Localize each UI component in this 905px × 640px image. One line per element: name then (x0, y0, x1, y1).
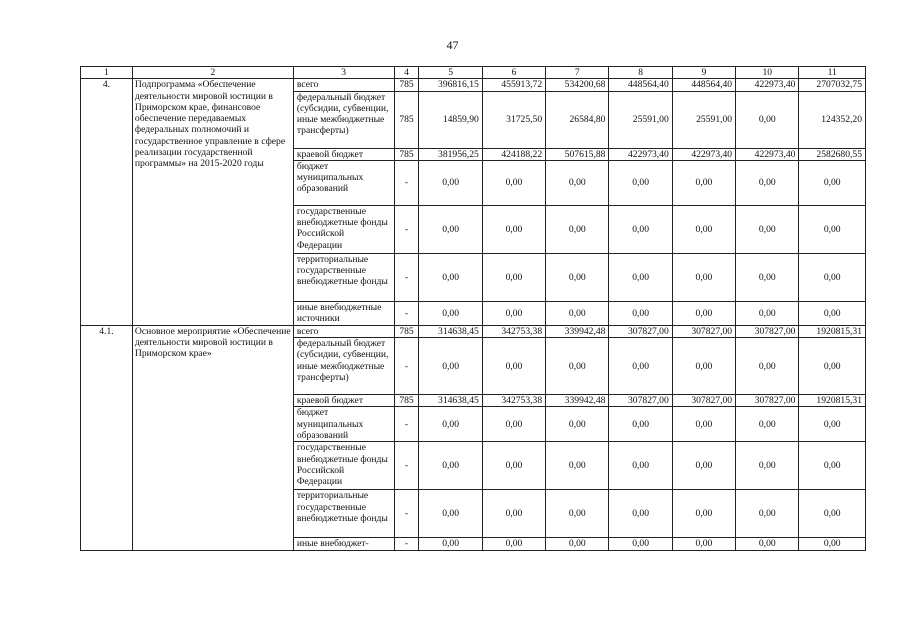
amount-cell: 0,00 (736, 91, 799, 148)
funding-source: всего (293, 325, 394, 337)
amount-cell: 0,00 (546, 301, 609, 325)
amount-cell: 307827,00 (736, 325, 799, 337)
amount-cell: 25591,00 (672, 91, 735, 148)
amount-cell: 0,00 (736, 407, 799, 442)
amount-cell: 0,00 (609, 301, 672, 325)
amount-cell: 0,00 (546, 442, 609, 490)
amount-cell: 0,00 (799, 490, 866, 538)
amount-cell: 0,00 (672, 338, 735, 395)
budget-code: - (394, 407, 419, 442)
amount-cell: 422973,40 (672, 148, 735, 160)
amount-cell: 0,00 (419, 407, 482, 442)
amount-cell: 0,00 (419, 205, 482, 253)
funding-source: федеральный бюджет (субсидии, субвенции, иные межбюджетные трансферты) (293, 338, 394, 395)
amount-cell: 307827,00 (609, 395, 672, 407)
amount-cell: 0,00 (609, 160, 672, 205)
amount-cell: 0,00 (799, 442, 866, 490)
amount-cell: 307827,00 (736, 395, 799, 407)
amount-cell: 0,00 (736, 205, 799, 253)
item-name: Подпрограмма «Обеспечение деятельности мировой юстиции в Приморском крае, финансовое обеспечение передаваемых федеральных полномочий и государственное управление в сфере реализации государственной программы» на 2015-2020 годы (132, 79, 293, 326)
amount-cell: 0,00 (609, 490, 672, 538)
funding-source: иные внебюджетные источники (293, 301, 394, 325)
amount-cell: 455913,72 (482, 79, 545, 91)
amount-cell: 0,00 (482, 538, 545, 550)
amount-cell: 507615,88 (546, 148, 609, 160)
column-number-row (81, 67, 866, 79)
amount-cell: 0,00 (672, 160, 735, 205)
amount-cell: 31725,50 (482, 91, 545, 148)
budget-code: 785 (394, 148, 419, 160)
item-number: 4.1. (81, 325, 133, 550)
column-number: 11 (799, 67, 866, 79)
amount-cell: 422973,40 (736, 148, 799, 160)
budget-table (80, 66, 866, 551)
amount-cell: 2707032,75 (799, 79, 866, 91)
amount-cell: 1920815,31 (799, 325, 866, 337)
item-number: 4. (81, 79, 133, 326)
amount-cell: 0,00 (419, 338, 482, 395)
amount-cell: 0,00 (799, 338, 866, 395)
column-number: 1 (81, 67, 133, 79)
amount-cell: 0,00 (799, 407, 866, 442)
amount-cell: 0,00 (736, 301, 799, 325)
amount-cell: 307827,00 (672, 325, 735, 337)
amount-cell: 0,00 (546, 253, 609, 301)
budget-code: - (394, 490, 419, 538)
column-number: 10 (736, 67, 799, 79)
column-number: 7 (546, 67, 609, 79)
funding-source: бюджет муниципальных образований (293, 407, 394, 442)
amount-cell: 14859,90 (419, 91, 482, 148)
amount-cell: 0,00 (672, 253, 735, 301)
amount-cell: 26584,80 (546, 91, 609, 148)
amount-cell: 0,00 (419, 538, 482, 550)
amount-cell: 25591,00 (609, 91, 672, 148)
column-number: 9 (672, 67, 735, 79)
funding-source: бюджет муниципальных образований (293, 160, 394, 205)
funding-source: территориальные государственные внебюджетные фонды (293, 490, 394, 538)
amount-cell: 2582680,55 (799, 148, 866, 160)
budget-code: 785 (394, 79, 419, 91)
amount-cell: 0,00 (736, 490, 799, 538)
table-row (81, 325, 866, 337)
table-row (81, 79, 866, 91)
amount-cell: 339942,48 (546, 395, 609, 407)
amount-cell: 0,00 (799, 160, 866, 205)
column-number: 3 (293, 67, 394, 79)
amount-cell: 314638,45 (419, 325, 482, 337)
amount-cell: 342753,38 (482, 325, 545, 337)
page-number: 47 (446, 38, 459, 52)
funding-source: территориальные государственные внебюджетные фонды (293, 253, 394, 301)
amount-cell: 0,00 (546, 160, 609, 205)
amount-cell: 1920815,31 (799, 395, 866, 407)
budget-code: 785 (394, 91, 419, 148)
item-name: Основное мероприятие «Обеспечение деятельности мировой юстиции в Приморском крае» (132, 325, 293, 550)
column-number: 4 (394, 67, 419, 79)
budget-code: - (394, 160, 419, 205)
amount-cell: 0,00 (609, 538, 672, 550)
column-number: 2 (132, 67, 293, 79)
amount-cell: 0,00 (609, 407, 672, 442)
amount-cell: 0,00 (672, 538, 735, 550)
amount-cell: 0,00 (482, 338, 545, 395)
funding-source: государственные внебюджетные фонды Российской Федерации (293, 442, 394, 490)
amount-cell: 0,00 (546, 490, 609, 538)
amount-cell: 534200,68 (546, 79, 609, 91)
budget-code: - (394, 442, 419, 490)
amount-cell: 0,00 (672, 205, 735, 253)
amount-cell: 342753,38 (482, 395, 545, 407)
amount-cell: 422973,40 (609, 148, 672, 160)
amount-cell: 0,00 (736, 253, 799, 301)
amount-cell: 0,00 (736, 442, 799, 490)
amount-cell: 0,00 (799, 253, 866, 301)
budget-code: - (394, 338, 419, 395)
amount-cell: 339942,48 (546, 325, 609, 337)
column-number: 5 (419, 67, 482, 79)
amount-cell: 0,00 (799, 538, 866, 550)
column-number: 6 (482, 67, 545, 79)
funding-source: федеральный бюджет (субсидии, субвенции, иные межбюджетные трансферты) (293, 91, 394, 148)
amount-cell: 0,00 (736, 160, 799, 205)
amount-cell: 0,00 (736, 338, 799, 395)
amount-cell: 381956,25 (419, 148, 482, 160)
amount-cell: 0,00 (609, 442, 672, 490)
amount-cell: 0,00 (546, 205, 609, 253)
funding-source: краевой бюджет (293, 148, 394, 160)
budget-code: - (394, 253, 419, 301)
column-number: 8 (609, 67, 672, 79)
amount-cell: 0,00 (799, 301, 866, 325)
funding-source: государственные внебюджетные фонды Российской Федерации (293, 205, 394, 253)
amount-cell: 0,00 (482, 407, 545, 442)
amount-cell: 0,00 (482, 160, 545, 205)
amount-cell: 424188,22 (482, 148, 545, 160)
amount-cell: 396816,15 (419, 79, 482, 91)
amount-cell: 0,00 (419, 253, 482, 301)
amount-cell: 307827,00 (609, 325, 672, 337)
amount-cell: 0,00 (672, 301, 735, 325)
amount-cell: 0,00 (609, 338, 672, 395)
funding-source: всего (293, 79, 394, 91)
budget-code: 785 (394, 325, 419, 337)
amount-cell: 0,00 (609, 205, 672, 253)
amount-cell: 0,00 (482, 301, 545, 325)
amount-cell: 0,00 (672, 490, 735, 538)
amount-cell: 0,00 (609, 253, 672, 301)
budget-code: - (394, 538, 419, 550)
amount-cell: 422973,40 (736, 79, 799, 91)
amount-cell: 0,00 (482, 205, 545, 253)
amount-cell: 0,00 (546, 538, 609, 550)
budget-code: - (394, 205, 419, 253)
amount-cell: 0,00 (482, 442, 545, 490)
amount-cell: 448564,40 (672, 79, 735, 91)
table-body (81, 67, 866, 551)
amount-cell: 0,00 (672, 407, 735, 442)
amount-cell: 314638,45 (419, 395, 482, 407)
amount-cell: 0,00 (482, 490, 545, 538)
amount-cell: 0,00 (419, 490, 482, 538)
amount-cell: 0,00 (482, 253, 545, 301)
funding-source: иные внебюджет- (293, 538, 394, 550)
amount-cell: 0,00 (419, 442, 482, 490)
amount-cell: 124352,20 (799, 91, 866, 148)
amount-cell: 307827,00 (672, 395, 735, 407)
amount-cell: 0,00 (546, 407, 609, 442)
funding-source: краевой бюджет (293, 395, 394, 407)
amount-cell: 0,00 (799, 205, 866, 253)
amount-cell: 0,00 (546, 338, 609, 395)
budget-code: 785 (394, 395, 419, 407)
amount-cell: 0,00 (736, 538, 799, 550)
budget-code: - (394, 301, 419, 325)
amount-cell: 0,00 (419, 301, 482, 325)
amount-cell: 448564,40 (609, 79, 672, 91)
amount-cell: 0,00 (672, 442, 735, 490)
amount-cell: 0,00 (419, 160, 482, 205)
